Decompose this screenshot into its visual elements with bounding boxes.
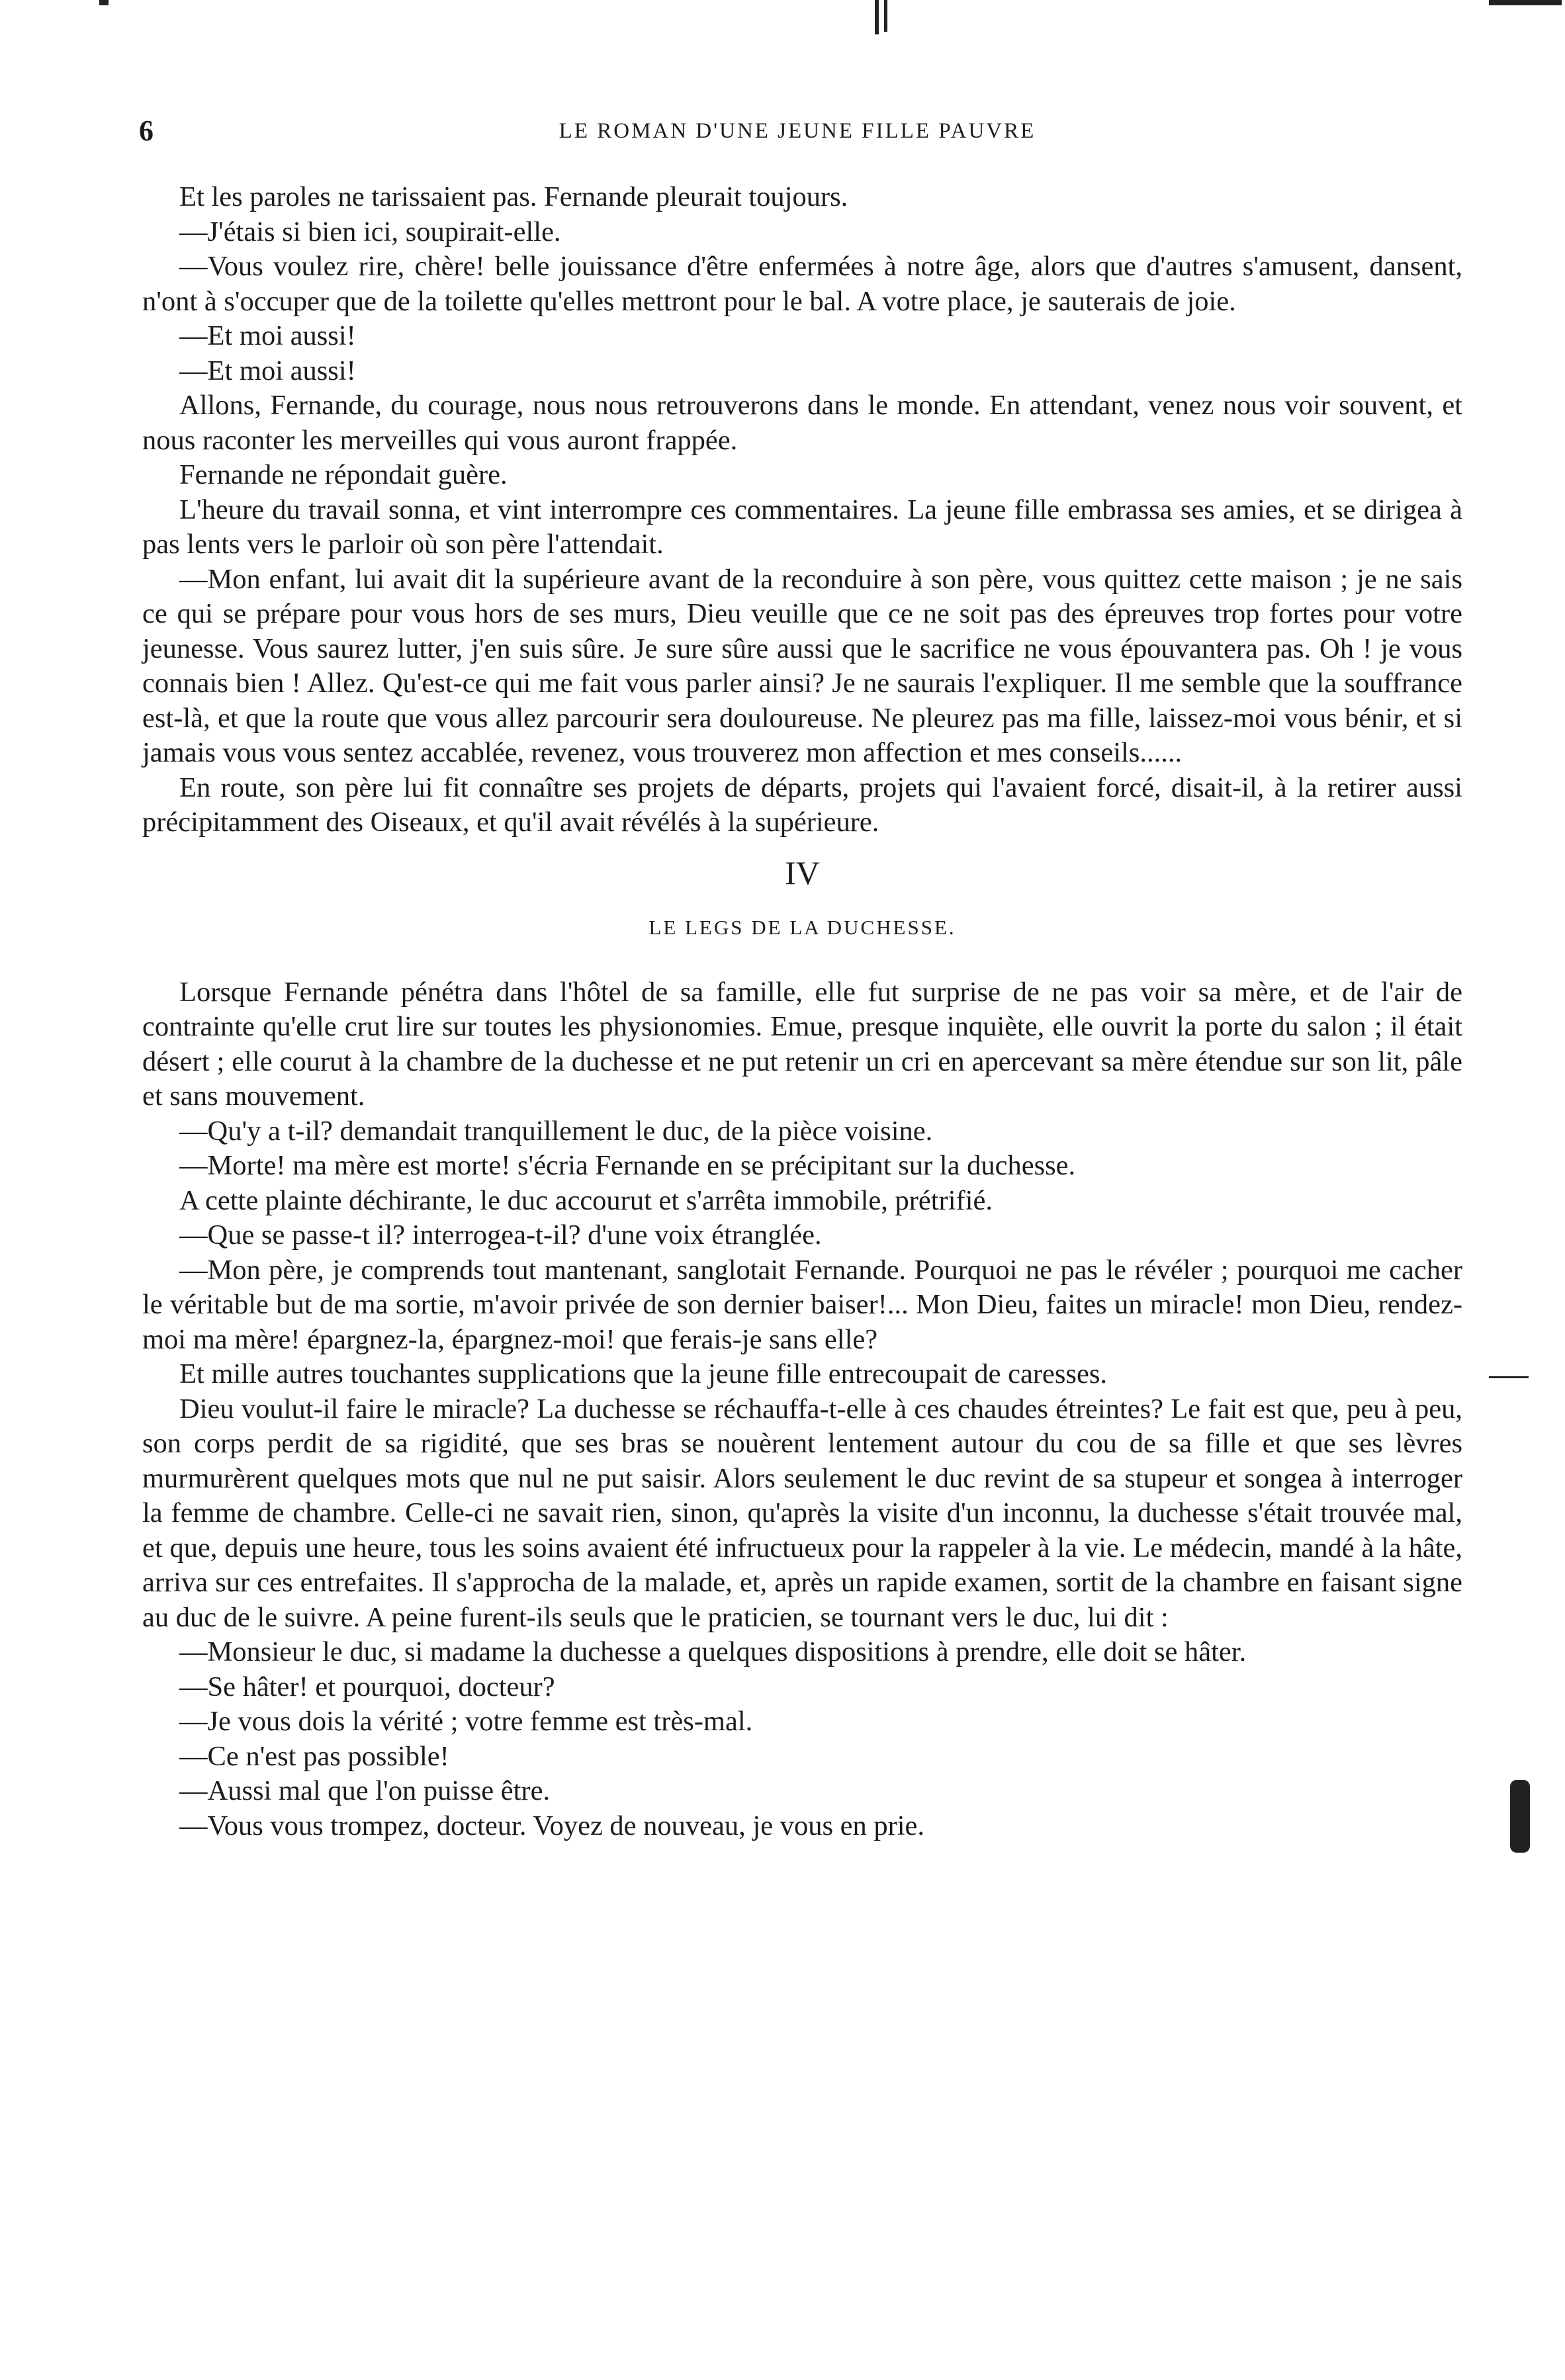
paragraph: —Aussi mal que l'on puisse être. (179, 1775, 551, 1806)
scan-mark (99, 0, 109, 5)
paragraph: —Et moi aussi! (179, 355, 356, 386)
scan-mark (1489, 1376, 1529, 1378)
paragraph: —Et moi aussi! (179, 320, 356, 351)
paragraph: —Morte! ma mère est morte! s'écria Fernande en se précipitant sur la duchesse. (179, 1150, 1076, 1181)
ink-blot (1510, 1780, 1530, 1853)
paragraph: —Monsieur le duc, si madame la duchesse a quelques dispositions à prendre, elle doit se hâter. (179, 1636, 1247, 1667)
paragraph: —Qu'y a t-il? demandait tranquillement le duc, de la pièce voisine. (179, 1115, 933, 1147)
paragraph: —Mon enfant, lui avait dit la supérieure avant de la reconduire à son père, vous quittez cette maison ; je ne sais ce qui se prépare pour vous hors de ses murs, Dieu veuille que ce ne soit pas des épreuves trop fortes pour votre jeunesse. Vous saurez lutter, j'en suis sûre. Je sure sûre aussi que le sacrifice ne vous épouvantera pas. Oh ! je vous connais bien ! Allez. Qu'est-ce qui me fait vous parler ainsi? Je ne saurais l'expliquer. Il me semble que la souffrance est-là, et que la route que vous allez parcourir sera douloureuse. Ne pleurez pas ma fille, laissez-moi vous bénir, et si jamais vous vous sentez accablée, revenez, vous trouverez mon affection et mes conseils...... (142, 563, 1462, 768)
paragraph: Dieu voulut-il faire le miracle? La duchesse se réchauffa-t-elle à ces chaudes étreintes? Le fait est que, peu à peu, son corps perdit de sa rigidité, que ses bras se nouèrent lentement autour du cou de sa fille et que ses lèvres murmurèrent quelques mots que nul ne put saisir. Alors seulement le duc revint de sa stupeur et songea à interroger la femme de chambre. Celle-ci ne savait rien, sinon, qu'après la visite d'un inconnu, la duchesse s'était trouvée mal, et que, depuis une heure, tous les soins avaient été infructueux pour la rappeler à la vie. Le médecin, mandé à la hâte, arriva sur ces entrefaites. Il s'approcha de la malade, et, après un rapide examen, sortit de la chambre en faisant signe au duc de le suivre. A peine furent-ils seuls que le praticien, se tournant vers le duc, lui dit : (142, 1393, 1462, 1633)
scan-mark (875, 0, 879, 34)
paragraph: —J'étais si bien ici, soupirait-elle. (179, 216, 561, 247)
paragraph: —Se hâter! et pourquoi, docteur? (179, 1671, 555, 1702)
chapter-title: LE LEGS DE LA DUCHESSE. (648, 915, 956, 939)
paragraph: Allons, Fernande, du courage, nous nous retrouverons dans le monde. En attendant, venez nous voir souvent, et nous raconter les merveilles qui vous auront frappée. (142, 390, 1462, 456)
paragraph: A cette plainte déchirante, le duc accourut et s'arrêta immobile, prétrifié. (179, 1184, 993, 1216)
running-title: LE ROMAN D'UNE JEUNE FILLE PAUVRE (559, 119, 1036, 143)
paragraph: Lorsque Fernande pénétra dans l'hôtel de sa famille, elle fut surprise de ne pas voir sa mère, et de l'air de contrainte qu'elle crut lire sur toutes les physionomies. Emue, presque inquiète, elle ouvrit la porte du salon ; il était désert ; elle courut à la chambre de la duchesse et ne put retenir un cri en apercevant sa mère étendue sur son lit, pâle et sans mouvement. (142, 976, 1462, 1112)
paragraph: —Je vous dois la vérité ; votre femme est très-mal. (179, 1706, 753, 1737)
paragraph: —Ce n'est pas possible! (179, 1740, 449, 1772)
paragraph: Et mille autres touchantes supplications que la jeune fille entrecoupait de caresses. (179, 1358, 1108, 1389)
scan-mark (884, 0, 887, 32)
body-text (142, 180, 1462, 1843)
paragraph: —Vous voulez rire, chère! belle jouissance d'être enfermées à notre âge, alors que d'autres s'amusent, dansent, n'ont à s'occuper que de la toilette qu'elles mettront pour le bal. A votre place, je sauterais de joie. (142, 251, 1462, 317)
paragraph: Et les paroles ne tarissaient pas. Fernande pleurait toujours. (179, 181, 848, 212)
paragraph: En route, son père lui fit connaître ses projets de départs, projets qui l'avaient forcé, disait-il, à la retirer aussi précipitamment des Oiseaux, et qu'il avait révélés à la supérieure. (142, 771, 1462, 838)
chapter-number: IV (785, 854, 820, 891)
paragraph: L'heure du travail sonna, et vint interrompre ces commentaires. La jeune fille embrassa ses amies, et se dirigea à pas lents vers le parloir où son père l'attendait. (142, 494, 1462, 560)
scan-mark (1489, 0, 1562, 5)
paragraph: —Mon père, je comprends tout mantenant, sanglotait Fernande. Pourquoi ne pas le révéler ; pourquoi me cacher le véritable but de ma sortie, m'avoir privée de son dernier baiser!... Mon Dieu, faites un miracle! mon Dieu, rendez-moi ma mère! épargnez-la, épargnez-moi! que ferais-je sans elle? (142, 1254, 1462, 1355)
running-head (139, 114, 1456, 154)
page-number: 6 (139, 114, 154, 147)
paragraph: Fernande ne répondait guère. (179, 459, 508, 490)
paragraph: —Que se passe-t il? interrogea-t-il? d'une voix étranglée. (179, 1219, 822, 1251)
paragraph: —Vous vous trompez, docteur. Voyez de nouveau, je vous en prie. (179, 1810, 925, 1841)
